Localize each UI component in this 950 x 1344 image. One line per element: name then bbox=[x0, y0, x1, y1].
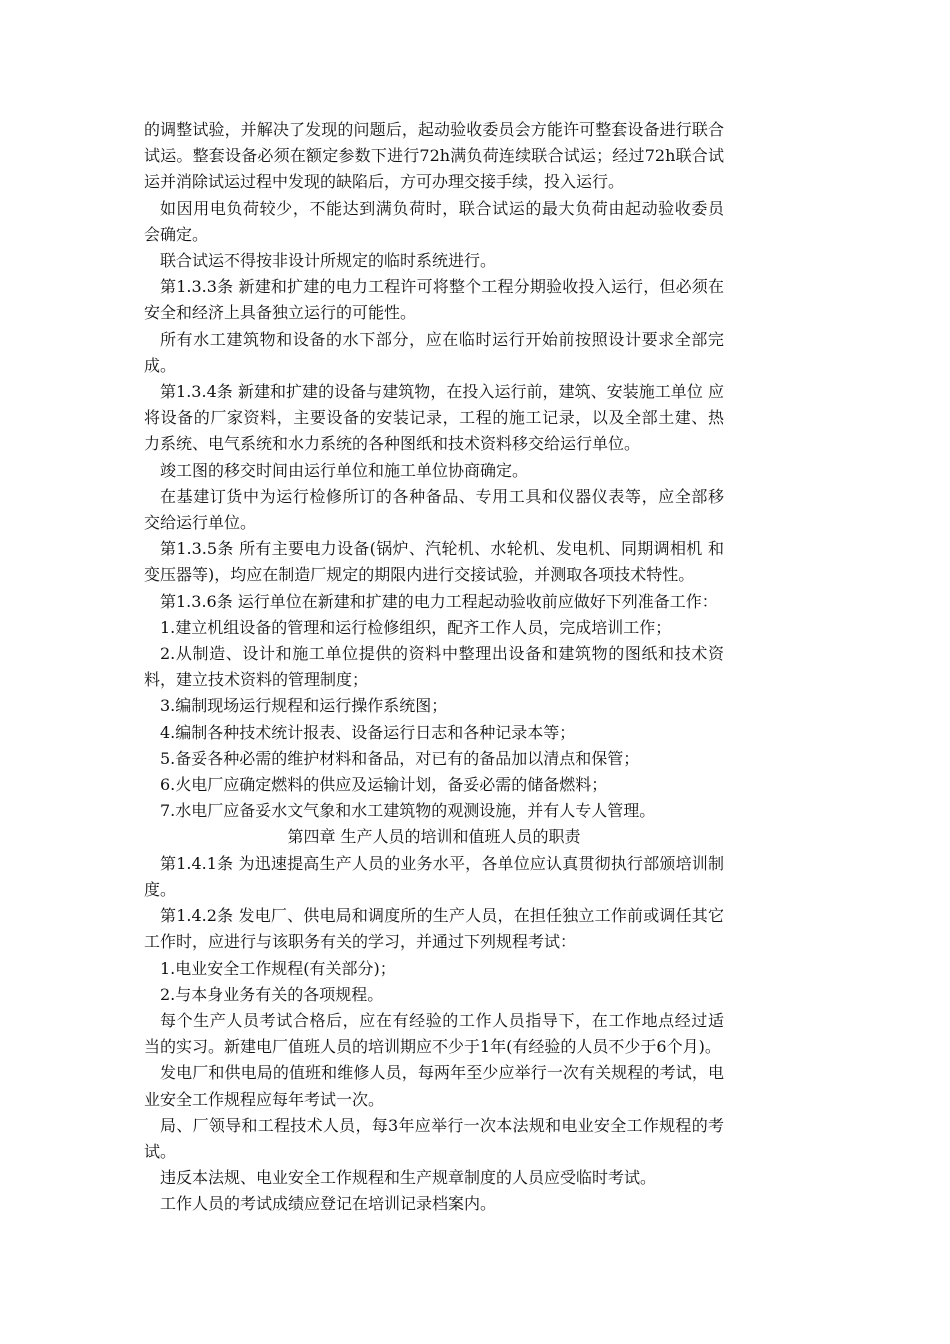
list-item-4: 4.编制各种技术统计报表、设备运行日志和各种记录本等； bbox=[160, 722, 576, 742]
paragraph-8: 在基建订货中为运行检修所订的各种备品、专用工具和仪器仪表等，应全部移 交给运行单位。 bbox=[144, 486, 724, 533]
paragraph-3: 联合试运不得按非设计所规定的临时系统进行。 bbox=[160, 251, 497, 271]
paragraph-1: 的调整试验，并解决了发现的问题后，起动验收委员会方能许可整套设备进行联合 试运。整套设备必须在额定参数下进行72h满负荷连续联合试运；经过72h联合试 运并消除试运过程中发现的缺陷后，方可办理交接手续，投入运行。 bbox=[144, 120, 724, 192]
paragraph-26: 违反本法规、电业安全工作规程和生产规章制度的人员应受临时考试。 bbox=[160, 1168, 657, 1188]
list-item-7: 7.水电厂应备妥水文气象和水工建筑物的观测设施，并有人专人管理。 bbox=[160, 801, 656, 821]
article-1-4-2: 第1.4.2条 发电厂、供电局和调度所的生产人员，在担任独立工作前或调任其它工作时，应进行与该职务有关的学习，并通过下列规程考试： bbox=[144, 906, 724, 952]
exam-item-2: 2.与本身业务有关的各项规程。 bbox=[160, 984, 384, 1004]
article-1-3-4: 第1.3.4条 新建和扩建的设备与建筑物，在投入运行前，建筑、安装施工单位 应将设备的厂家资料，主要设备的安装记录，工程的施工记录，以及全部土建、热 力系统、电气系统和水力系统的各种图纸和技术资料移交给运行单位。 bbox=[144, 382, 724, 454]
paragraph-5: 所有水工建筑物和设备的水下部分，应在临时运行开始前按照设计要求全部完 成。 bbox=[144, 329, 724, 375]
article-1-3-5: 第1.3.5条 所有主要电力设备(锅炉、汽轮机、水轮机、发电机、同期调相机 和变压器等)，均应在制造厂规定的期限内进行交接试验，并测取各项技术特性。 bbox=[144, 539, 724, 585]
list-item-6: 6.火电厂应确定燃料的供应及运输计划，备妥必需的储备燃料； bbox=[160, 775, 608, 795]
paragraph-25: 局、厂领导和工程技术人员，每3年应举行一次本法规和电业安全工作规程的考试。 bbox=[144, 1115, 724, 1161]
list-item-2: 2.从制造、设计和施工单位提供的资料中整理出设备和建筑物的图纸和技术资料，建立技术资料的管理制度； bbox=[144, 644, 724, 690]
chapter-heading: 第四章 生产人员的培训和值班人员的职责 bbox=[287, 827, 581, 847]
list-item-1: 1.建立机组设备的管理和运行检修组织，配齐工作人员，完成培训工作； bbox=[160, 617, 672, 637]
paragraph-7: 竣工图的移交时间由运行单位和施工单位协商确定。 bbox=[160, 460, 529, 480]
list-item-3: 3.编制现场运行规程和运行操作系统图； bbox=[160, 696, 448, 716]
paragraph-2: 如因用电负荷较少，不能达到满负荷时，联合试运的最大负荷由起动验收委员 会确定。 bbox=[144, 198, 724, 244]
article-1-3-3: 第1.3.3条 新建和扩建的电力工程许可将整个工程分期验收投入运行，但必须在安全和经济上具备独立运行的可能性。 bbox=[144, 277, 724, 323]
list-item-5: 5.备妥各种必需的维护材料和备品，对已有的备品加以清点和保管； bbox=[160, 748, 640, 768]
paragraph-27: 工作人员的考试成绩应登记在培训记录档案内。 bbox=[160, 1194, 497, 1214]
article-1-4-1: 第1.4.1条 为迅速提高生产人员的业务水平，各单位应认真贯彻执行部颁培训制度。 bbox=[144, 853, 724, 899]
exam-item-1: 1.电业安全工作规程(有关部分)； bbox=[160, 958, 396, 978]
paragraph-23: 每个生产人员考试合格后，应在有经验的工作人员指导下，在工作地点经过适 当的实习。新建电厂值班人员的培训期应不少于1年(有经验的人员不少于6个月)。 bbox=[144, 1010, 724, 1057]
article-1-3-6: 第1.3.6条 运行单位在新建和扩建的电力工程起动验收前应做好下列准备工作： bbox=[160, 591, 718, 611]
paragraph-24: 发电厂和供电局的值班和维修人员，每两年至少应举行一次有关规程的考试，电业安全工作规程应每年考试一次。 bbox=[144, 1063, 724, 1109]
document-body bbox=[144, 117, 724, 1218]
